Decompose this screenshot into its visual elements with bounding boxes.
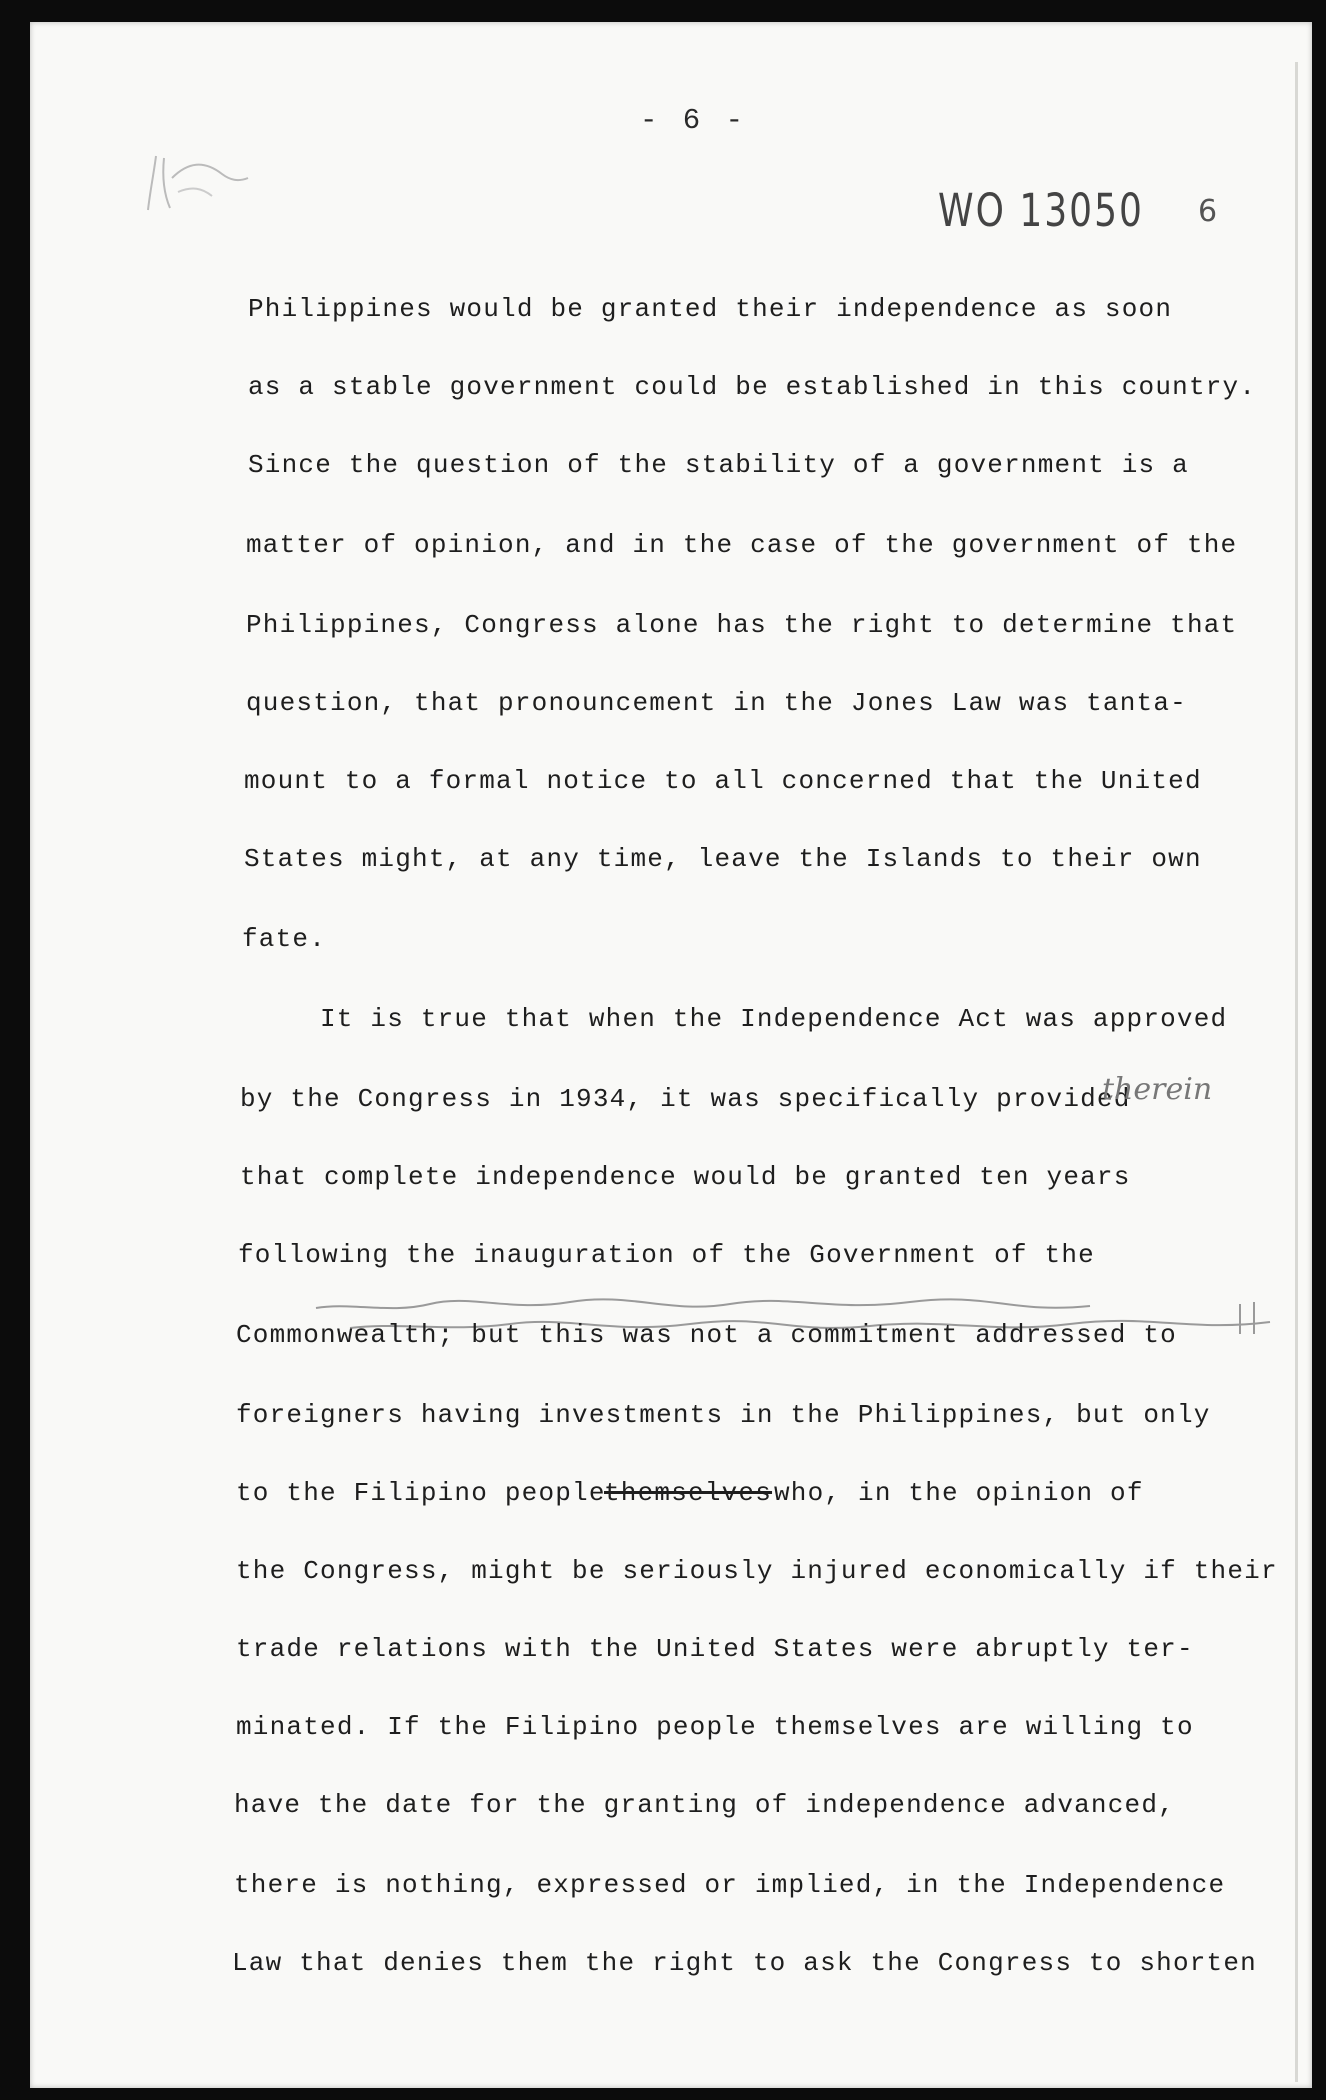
document-page — [30, 22, 1312, 2088]
text-line-21: there is nothing, expressed or implied, in the Independence — [234, 1870, 1226, 1900]
text-line-1: Philippines would be granted their independence as soon — [248, 294, 1173, 324]
text-line-15: foreigners having investments in the Philippines, but only — [236, 1400, 1211, 1430]
archive-stamp-suffix: 6 — [1198, 194, 1218, 229]
text-line-12: that complete independence would be granted ten years — [240, 1162, 1131, 1192]
text-line-18: trade relations with the United States were abruptly ter- — [236, 1634, 1194, 1664]
archive-stamp-number: WO 13050 — [938, 186, 1144, 238]
text-line-13: following the inauguration of the Government of the — [238, 1240, 1095, 1270]
text-line-19: minated. If the Filipino people themselves are willing to — [236, 1712, 1194, 1742]
text-line-22: Law that denies them the right to ask the Congress to shorten — [232, 1948, 1257, 1978]
text-line-20: have the date for the granting of independence advanced, — [234, 1790, 1175, 1820]
text-line-9: fate. — [242, 924, 327, 954]
page-number: - 6 - — [640, 104, 748, 137]
text-line-7: mount to a formal notice to all concerned that the United — [244, 766, 1202, 796]
text-line-14: Commonwealth; but this was not a commitment addressed to — [236, 1320, 1177, 1350]
text-line-10: It is true that when the Independence Act was approved — [320, 1004, 1228, 1034]
text-line-4: matter of opinion, and in the case of the government of the — [246, 530, 1238, 560]
text-line-8: States might, at any time, leave the Islands to their own — [244, 844, 1202, 874]
text-line-5: Philippines, Congress alone has the right to determine that — [246, 610, 1238, 640]
text-line-2: as a stable government could be established in this country. — [248, 372, 1257, 402]
text-line-6: question, that pronouncement in the Jones Law was tanta- — [246, 688, 1187, 718]
text-line-3: Since the question of the stability of a government is a — [248, 450, 1189, 480]
text-line-17: the Congress, might be seriously injured economically if their — [236, 1556, 1278, 1586]
text-line-16b: who, in the opinion of — [774, 1478, 1144, 1508]
handwritten-insertion: therein — [1102, 1072, 1213, 1107]
struck-word: themselves — [604, 1478, 773, 1508]
text-line-16a: to the Filipino people — [236, 1478, 606, 1508]
page-edge-shadow — [1295, 62, 1298, 2082]
handwritten-corner-mark — [142, 148, 252, 218]
text-line-11: by the Congress in 1934, it was specifically provided — [240, 1084, 1131, 1114]
